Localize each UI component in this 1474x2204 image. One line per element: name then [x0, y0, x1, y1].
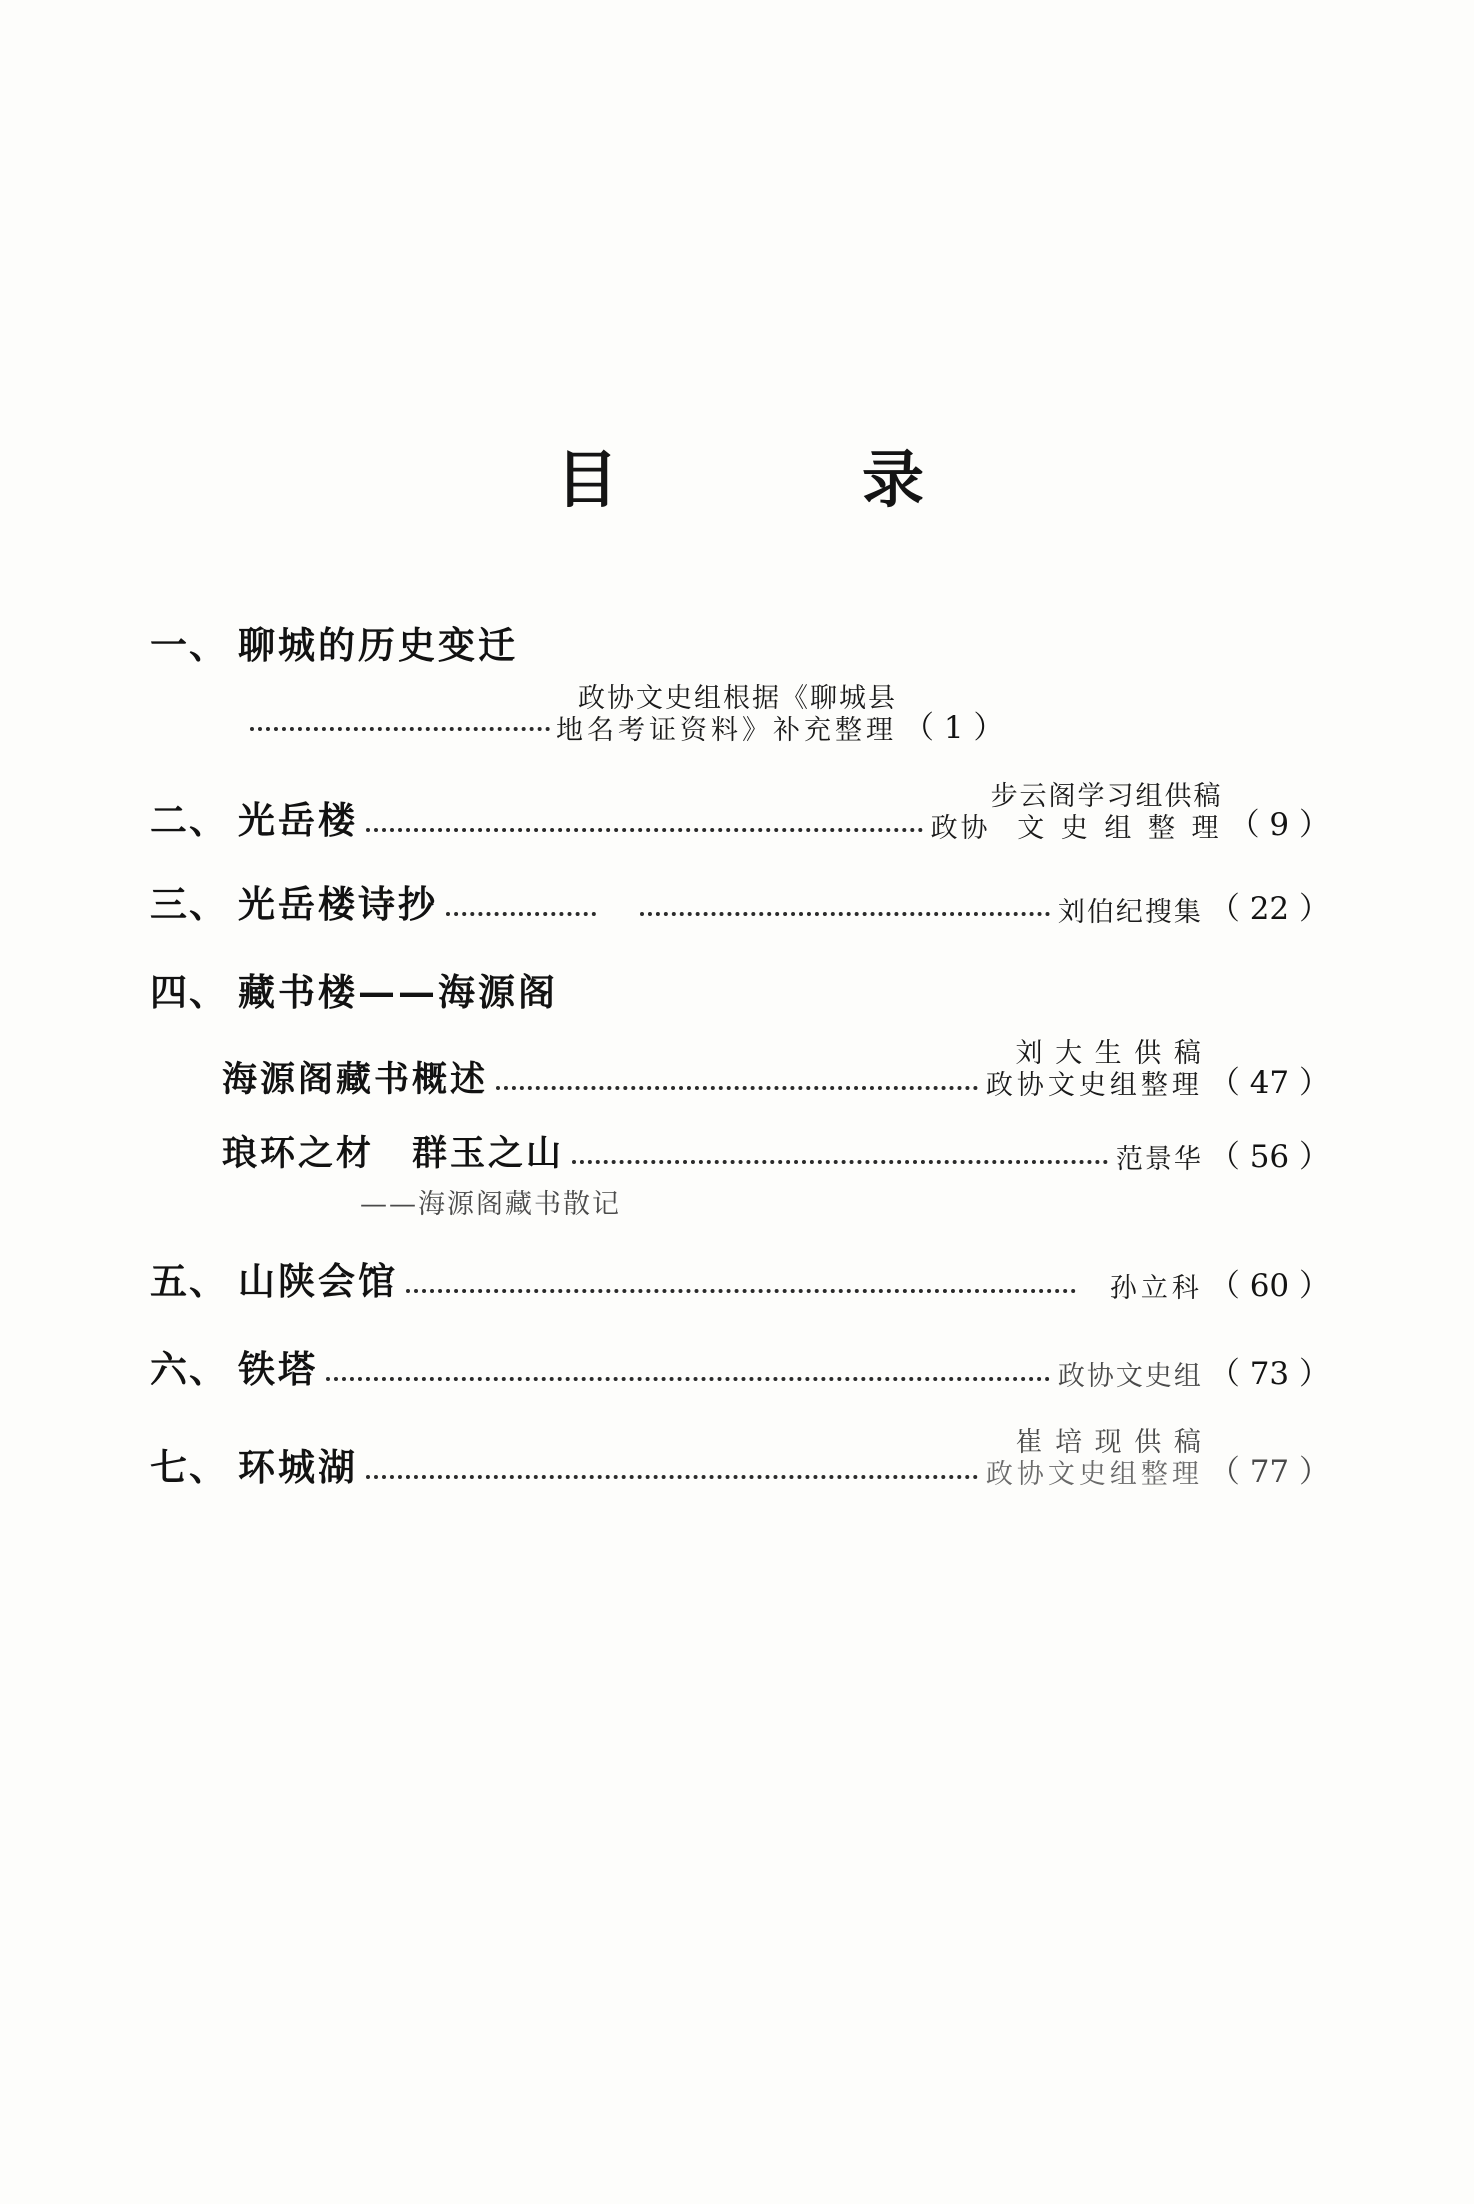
entry-page-number: （ 60 ） [1208, 1268, 1330, 1305]
subentry-author: 范景华 [1115, 1144, 1203, 1176]
subentry-page-number: （ 56 ） [1208, 1139, 1330, 1176]
subentry-page-number: （ 47 ） [1208, 1065, 1330, 1102]
entry-author: 刘伯纪搜集 [1057, 896, 1203, 928]
toc-entry[interactable] [150, 1339, 1330, 1393]
entry-author-line1: 政协文史组根据《聊城县 [578, 683, 897, 714]
entry-author-line2: 地名考证资料》补充整理 [556, 714, 897, 746]
subentry-author [986, 1038, 1203, 1102]
entry-title: 环城湖 [238, 1444, 358, 1489]
entry-author-line1: 步云阁学习组供稿 [990, 780, 1223, 812]
toc-subentry[interactable] [150, 1126, 1330, 1221]
entry-author [986, 1427, 1203, 1491]
toc-entry[interactable] [150, 1427, 1330, 1491]
subentry-title: 琅环之材 群玉之山 [222, 1133, 565, 1175]
entry-number: 三、 [150, 882, 228, 927]
entry-title: 铁塔 [238, 1347, 318, 1392]
entry-title: 山陕会馆 [238, 1259, 398, 1304]
entry-page-number: （ 73 ） [1208, 1356, 1330, 1393]
subentry-author-line2: 政协文史组整理 [985, 1070, 1203, 1102]
subentry-author-line1: 刘 大 生 供 稿 [1015, 1038, 1203, 1070]
subentry-note: ——海源阁藏书散记 [360, 1189, 621, 1221]
toc-entry[interactable] [150, 874, 1330, 928]
entry-author-prefix: 政协 [930, 812, 991, 844]
entry-author-line2: 政协文史组整理 [985, 1459, 1203, 1491]
entry-page-number: （ 1 ） [903, 709, 1005, 746]
toc-entry-list [150, 615, 1330, 1491]
entry-title: 光岳楼 [238, 798, 358, 843]
entry-number: 一、 [150, 623, 228, 667]
entry-author-line1: 崔 培 现 供 稿 [1015, 1427, 1203, 1459]
entry-number: 四、 [150, 970, 228, 1015]
entry-number: 七、 [150, 1444, 228, 1489]
leader-dots [572, 1150, 1108, 1164]
entry-page-number: （ 9 ） [1228, 807, 1330, 844]
entry-author [991, 781, 1223, 845]
leader-dots [640, 902, 1050, 916]
leader-dots [250, 717, 550, 731]
entry-title: 藏书楼——海源阁 [238, 970, 558, 1015]
toc-subentry[interactable] [150, 1038, 1330, 1102]
entry-title: 聊城的历史变迁 [238, 623, 518, 667]
toc-entry[interactable] [150, 962, 1330, 1016]
leader-dots [406, 1279, 1076, 1293]
leader-dots [326, 1367, 1050, 1381]
toc-content [150, 0, 1330, 2204]
entry-number: 二、 [150, 798, 228, 843]
entry-page-number: （ 22 ） [1208, 891, 1330, 928]
entry-author-line2: 文 史 组 整 理 [1017, 812, 1223, 844]
entry-author [556, 683, 897, 747]
page-title: 目 录 [555, 443, 964, 516]
leader-dots [366, 818, 923, 832]
toc-entry[interactable] [150, 781, 1330, 845]
toc-entry[interactable] [150, 615, 1330, 747]
subentry-title: 海源阁藏书概述 [222, 1059, 489, 1101]
leader-dots [496, 1076, 978, 1090]
entry-number: 六、 [150, 1347, 228, 1392]
entry-page-number: （ 77 ） [1208, 1453, 1330, 1490]
entry-number: 五、 [150, 1259, 228, 1304]
entry-author: 政协文史组 [1057, 1361, 1203, 1393]
leader-dots [446, 902, 596, 916]
leader-dots [366, 1465, 978, 1479]
entry-author: 孙立科 [1109, 1273, 1203, 1305]
toc-entry[interactable] [150, 1251, 1330, 1305]
entry-title: 光岳楼诗抄 [238, 882, 438, 927]
